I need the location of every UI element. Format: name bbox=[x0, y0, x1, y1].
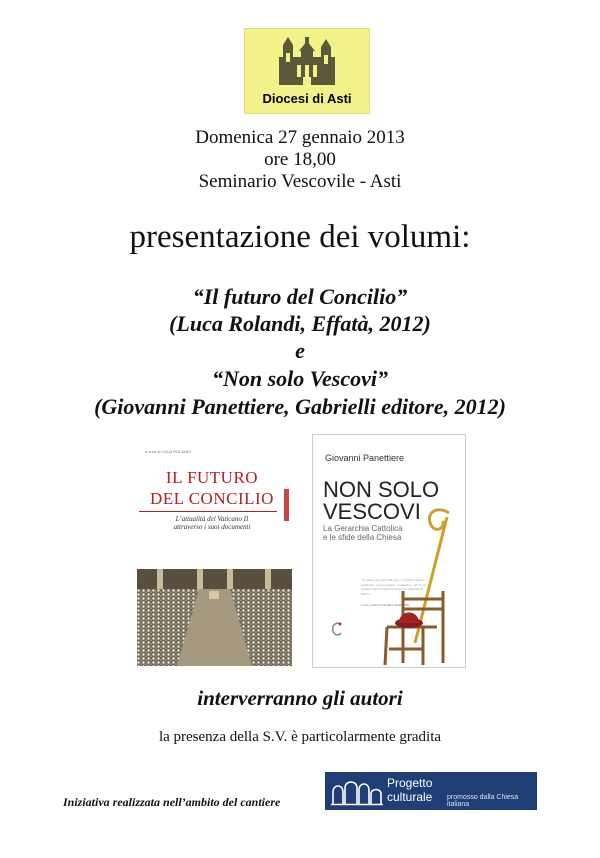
cover1-subtitle-line1: L’attualità del Vaticano II bbox=[175, 515, 249, 523]
attendance-note: la presenza della S.V. è particolarmente gradita bbox=[158, 729, 442, 745]
book2-details: (Giovanni Panettiere, Gabrielli editore, 2012) bbox=[94, 394, 506, 419]
cover2-author: Giovanni Panettiere bbox=[325, 453, 405, 463]
cathedral-icon bbox=[275, 35, 339, 87]
progetto-culturale-logo bbox=[325, 772, 537, 810]
event-time: ore 18,00 bbox=[264, 149, 336, 170]
book2-title: “Non solo Vescovi” bbox=[212, 366, 388, 391]
cover1-title-line1: IL FUTURO bbox=[165, 468, 259, 487]
pc-title-line1: Progetto bbox=[387, 776, 433, 790]
cover2-quote-author: Card. CARLO MARIA MARTINI bbox=[361, 603, 410, 607]
book1-title: “Il futuro del Concilio” bbox=[192, 284, 408, 309]
cover2-quote: “Il nome che qui si dà non è il nostro modo a giudicare, a pesa/amare, «cattolico», di cui vo profetico dell’eretta contenuto il mancato di fedeli.” bbox=[361, 578, 427, 596]
book-cover-futuro-concilio bbox=[137, 441, 292, 666]
event-date: Domenica 27 gennaio 2013 bbox=[195, 127, 405, 148]
diocese-logo bbox=[244, 28, 370, 114]
logo-text: Diocesi di Asti bbox=[262, 91, 352, 106]
cover2-title-line2: VESCOVI bbox=[323, 499, 421, 524]
council-photo bbox=[137, 569, 292, 666]
book1-details: (Luca Rolandi, Effatà, 2012) bbox=[169, 311, 431, 336]
authors-note: interverranno gli autori bbox=[197, 686, 403, 710]
initiative-text: Iniziativa realizzata nell’ambito del cantiere bbox=[63, 795, 281, 809]
cover2-title-line1: NON SOLO bbox=[323, 477, 440, 502]
event-place: Seminario Vescovile - Asti bbox=[198, 171, 402, 192]
pc-tagline: promosso dalla Chiesa italiana bbox=[447, 794, 519, 808]
pc-title-line2: culturale bbox=[387, 790, 433, 804]
chair-crozier-illustration bbox=[367, 503, 463, 667]
book-cover-non-solo-vescovi bbox=[312, 434, 466, 668]
cover1-subtitle bbox=[137, 515, 287, 531]
conjunction: e bbox=[295, 338, 305, 363]
cover1-subtitle-line2: attraverso i suoi documenti bbox=[173, 523, 251, 531]
cover1-title bbox=[137, 467, 287, 509]
cover1-divider bbox=[139, 511, 277, 512]
cover2-subtitle-line1: La Gerarchia Cattolica bbox=[323, 524, 403, 533]
cover2-subtitle-line2: e le sfide della Chiesa bbox=[323, 533, 402, 542]
cover1-credit: a cura di LUCA ROLANDI bbox=[145, 449, 191, 454]
cover1-title-line2: DEL CONCILIO bbox=[150, 489, 274, 508]
church-arches-icon bbox=[331, 778, 383, 806]
publisher-logo bbox=[329, 621, 343, 637]
cover1-spine-tab bbox=[284, 489, 289, 521]
heading: presentazione dei volumi: bbox=[129, 219, 471, 255]
